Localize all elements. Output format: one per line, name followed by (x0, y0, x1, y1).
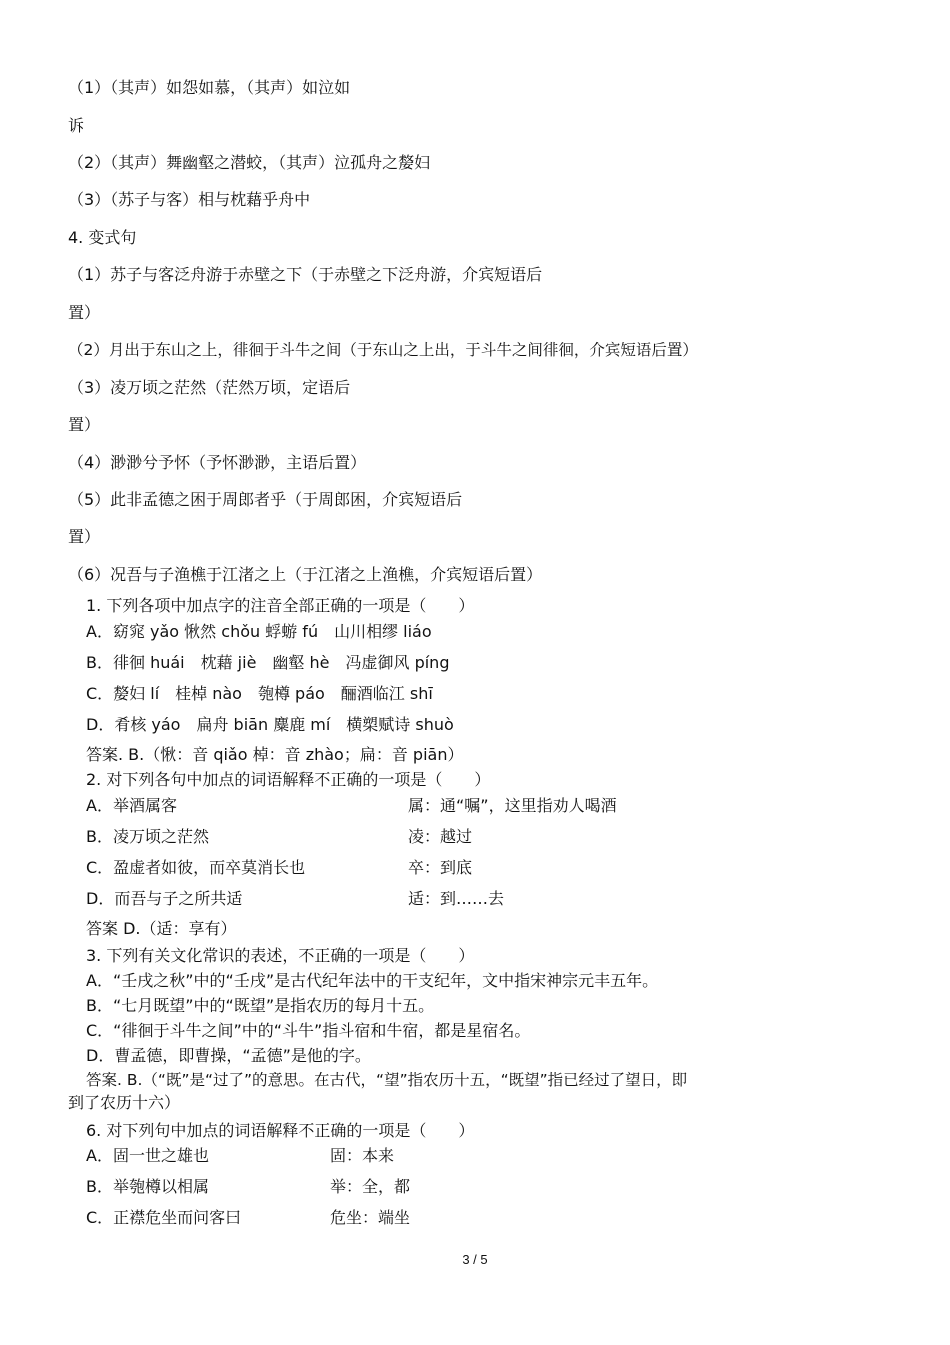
question-3-option-c: C．“徘徊于斗牛之间”中的“斗牛”指斗宿和牛宿，都是星宿名。 (86, 1021, 531, 1040)
question-1-option-d: D．肴核 yáo 扁舟 biān 麋鹿 mí 横槊赋诗 shuò (86, 715, 454, 734)
question-3-answer: 答案. B.（“既”是“过了”的意思。在古代，“望”指农历十五，“既望”指已经过了望日，即 (86, 1071, 688, 1089)
page-number: 3 / 5 (462, 1252, 488, 1267)
question-2-option-b-gloss: 凌：越过 (408, 827, 473, 846)
question-6-option-b-gloss: 举：全，都 (330, 1177, 411, 1196)
question-2-option-a-gloss: 属：通“嘱”，这里指劝人喝酒 (408, 796, 617, 815)
question-6-stem: 6. 对下列句中加点的词语解释不正确的一项是（ ） (86, 1121, 475, 1140)
question-6-option-c: C．正襟危坐而问客曰 (86, 1208, 242, 1227)
question-2-stem: 2. 对下列各句中加点的词语解释不正确的一项是（ ） (86, 770, 491, 789)
question-6-option-c-gloss: 危坐：端坐 (330, 1208, 411, 1227)
question-2-option-d-gloss: 适：到……去 (408, 889, 505, 908)
question-1-option-b: B．徘徊 huái 枕藉 jiè 幽壑 hè 冯虚御风 píng (86, 653, 450, 672)
question-2-option-c: C．盈虚者如彼，而卒莫消长也 (86, 858, 306, 877)
question-3-option-b: B．“七月既望”中的“既望”是指农历的每月十五。 (86, 996, 435, 1015)
text-line: 置） (68, 415, 101, 434)
text-line: （3）（苏子与客）相与枕藉乎舟中 (68, 190, 311, 209)
text-line: 置） (68, 303, 101, 322)
question-3-answer-continued: 到了农历十六） (68, 1093, 181, 1112)
text-line: （2）月出于东山之上，徘徊于斗牛之间（于东山之上出，于斗牛之间徘徊，介宾短语后置） (68, 341, 698, 359)
text-line: （6）况吾与子渔樵于江渚之上（于江渚之上渔樵，介宾短语后置） (68, 565, 543, 584)
text-line: （1）（其声）如怨如慕，（其声）如泣如 (68, 78, 351, 97)
question-6-option-b: B．举匏樽以相属 (86, 1177, 209, 1196)
text-line: 置） (68, 527, 101, 546)
question-1-option-a: A．窈窕 yǎo 愀然 chǒu 蜉蝣 fú 山川相缪 liáo (86, 622, 432, 641)
text-line: （2）（其声）舞幽壑之潜蛟，（其声）泣孤舟之嫠妇 (68, 153, 431, 172)
question-2-option-b: B．凌万顷之茫然 (86, 827, 209, 846)
text-line: （5）此非孟德之困于周郎者乎（于周郎困，介宾短语后 (68, 490, 463, 509)
question-6-option-a-gloss: 固：本来 (330, 1146, 395, 1165)
question-1-stem: 1. 下列各项中加点字的注音全部正确的一项是（ ） (86, 596, 475, 615)
text-line: （3）凌万顷之茫然（茫然万顷，定语后 (68, 378, 351, 397)
question-2-answer: 答案 D.（适：享有） (86, 919, 237, 938)
question-6-option-a: A．固一世之雄也 (86, 1146, 209, 1165)
question-2-option-d: D．而吾与子之所共适 (86, 889, 243, 908)
question-3-option-a: A．“壬戌之秋”中的“壬戌”是古代纪年法中的干支纪年，文中指宋神宗元丰五年。 (86, 971, 659, 990)
question-1-answer: 答案. B.（愀：音 qiǎo 棹：音 zhào；扁：音 piān） (86, 745, 464, 764)
question-2-option-a: A．举酒属客 (86, 796, 177, 815)
text-line: （1）苏子与客泛舟游于赤壁之下（于赤壁之下泛舟游，介宾短语后 (68, 265, 543, 284)
question-2-option-c-gloss: 卒：到底 (408, 858, 473, 877)
text-line: （4）渺渺兮予怀（予怀渺渺，主语后置） (68, 453, 367, 472)
question-3-stem: 3. 下列有关文化常识的表述，不正确的一项是（ ） (86, 946, 475, 965)
section-heading: 4. 变式句 (68, 228, 137, 247)
text-line: 诉 (68, 116, 85, 135)
question-3-option-d: D．曹孟德，即曹操，“孟德”是他的字。 (86, 1046, 371, 1065)
question-1-option-c: C．嫠妇 lí 桂棹 nào 匏樽 páo 酾酒临江 shī (86, 684, 433, 703)
